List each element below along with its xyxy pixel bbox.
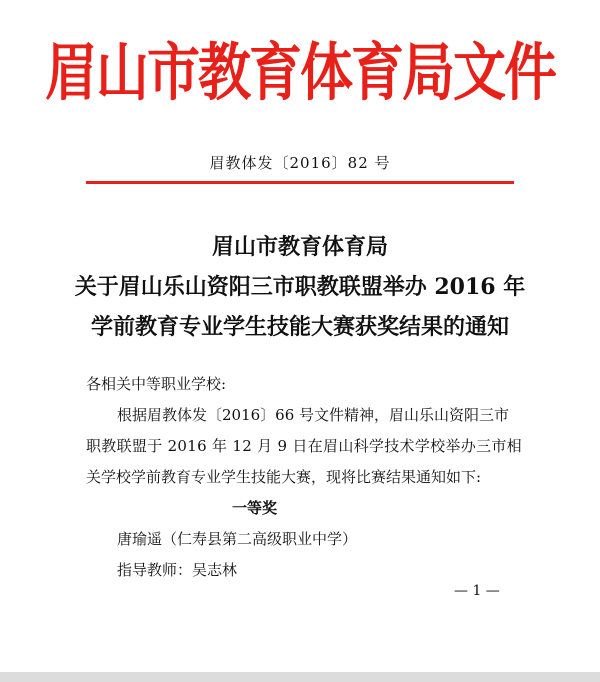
paragraph-line-2: 职教联盟于 2016 年 12 月 9 日在眉山科学技术学校举办三市相 xyxy=(86,437,522,455)
title-line-3: 学前教育专业学生技能大赛获奖结果的通知 xyxy=(90,314,509,340)
paragraph-line-3: 关学校学前教育专业学生技能大赛，现将比赛结果通知如下: xyxy=(86,468,482,486)
red-divider-line xyxy=(86,181,514,184)
title-line-1: 眉山市教育体育局 xyxy=(211,234,388,260)
title-line-2: 关于眉山乐山资阳三市职教联盟举办 2016 年 xyxy=(74,274,526,300)
winner-entry: 唐瑜遥（仁寿县第二高级职业中学） xyxy=(117,530,358,548)
letterhead-title: 眉山市教育体育局文件 xyxy=(45,37,555,110)
paragraph-line-1: 根据眉教体发〔2016〕66 号文件精神，眉山乐山资阳三市 xyxy=(117,406,510,424)
instructor-entry: 指导教师：吴志林 xyxy=(117,561,238,579)
document-number: 眉教体发〔2016〕82 号 xyxy=(209,154,391,172)
salutation: 各相关中等职业学校: xyxy=(86,375,227,393)
bottom-edge-strip xyxy=(0,672,600,682)
page-number: — 1 — xyxy=(454,583,500,599)
award-heading: 一等奖 xyxy=(232,499,278,517)
